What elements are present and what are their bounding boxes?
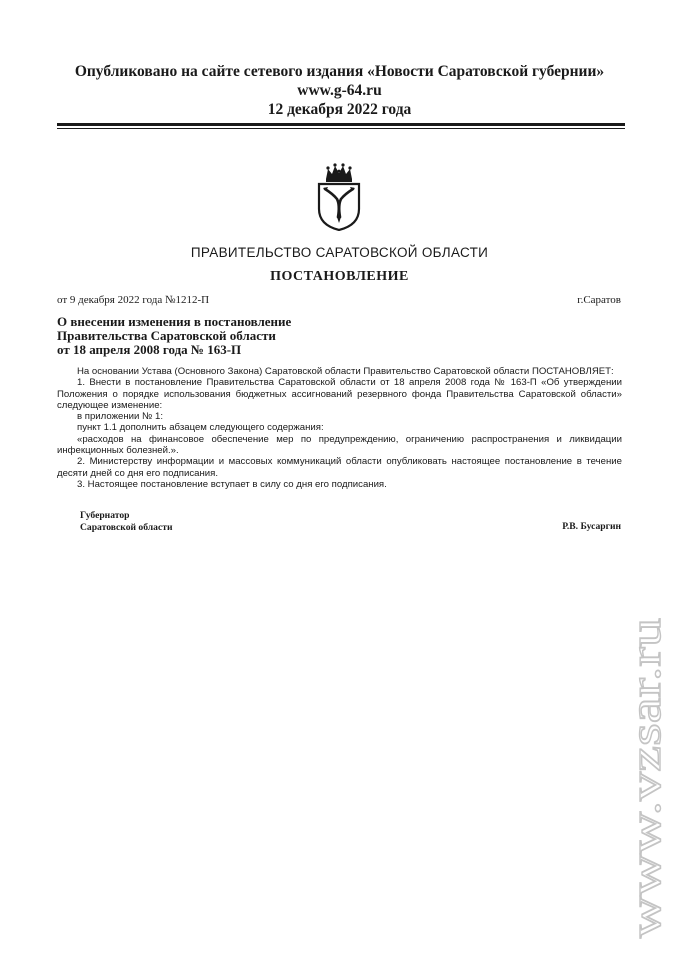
watermark-text: www.vzsar.ru — [623, 701, 670, 938]
document-title — [57, 315, 291, 357]
body-paragraph: «расходов на финансовое обеспечение мер по предупреждению, ограничению распространения и ликвидации инфекционных болезней.». — [57, 433, 622, 457]
publication-date: 12 декабря 2022 года — [267, 101, 412, 118]
header-divider-thick — [57, 123, 625, 126]
signatory-title: Губернатор — [80, 510, 130, 521]
signatory-name: Р.В. Бусаргин — [562, 521, 621, 532]
header-divider-thin — [57, 128, 625, 129]
body-paragraph: 1. Внести в постановление Правительства Саратовской области от 18 апреля 2008 года № 163-П «Об утверждении Положения о порядке использования бюджетных ассигнований резервного фонда Правительства Саратовской области» следующее изменение: — [57, 377, 622, 411]
body-paragraph: 3. Настоящее постановление вступает в силу со дня его подписания. — [77, 478, 387, 490]
document-city: г.Саратов — [577, 294, 621, 306]
publication-header — [0, 62, 679, 119]
publication-url[interactable]: www.g-64.ru — [297, 82, 382, 99]
body-paragraph: На основании Устава (Основного Закона) Саратовской области Правительство Саратовской области ПОСТАНОВЛЯЕТ: — [77, 366, 614, 377]
title-line: Правительства Саратовской области — [57, 328, 276, 343]
publication-source: Опубликовано на сайте сетевого издания «Новости Саратовской губернии» — [74, 63, 605, 80]
body-paragraph: 2. Министерству информации и массовых коммуникаций области опубликовать настоящее постановление в течение десяти дней со дня его подписания. — [57, 456, 622, 479]
coat-of-arms-icon — [316, 161, 362, 231]
title-line: О внесении изменения в постановление — [57, 314, 292, 329]
body-paragraph: пункт 1.1 дополнить абзацем следующего содержания: — [77, 422, 324, 434]
government-name: ПРАВИТЕЛЬСТВО САРАТОВСКОЙ ОБЛАСТИ — [190, 245, 489, 260]
document-date-number: от 9 декабря 2022 года №1212-П — [57, 294, 210, 306]
body-paragraph: в приложении № 1: — [77, 411, 163, 423]
document-type: ПОСТАНОВЛЕНИЕ — [270, 269, 409, 284]
site-watermark — [620, 610, 672, 940]
title-line: от 18 апреля 2008 года № 163-П — [57, 342, 242, 357]
document-body — [57, 366, 622, 490]
signatory-position — [80, 510, 172, 533]
signatory-region: Саратовской области — [80, 521, 173, 533]
